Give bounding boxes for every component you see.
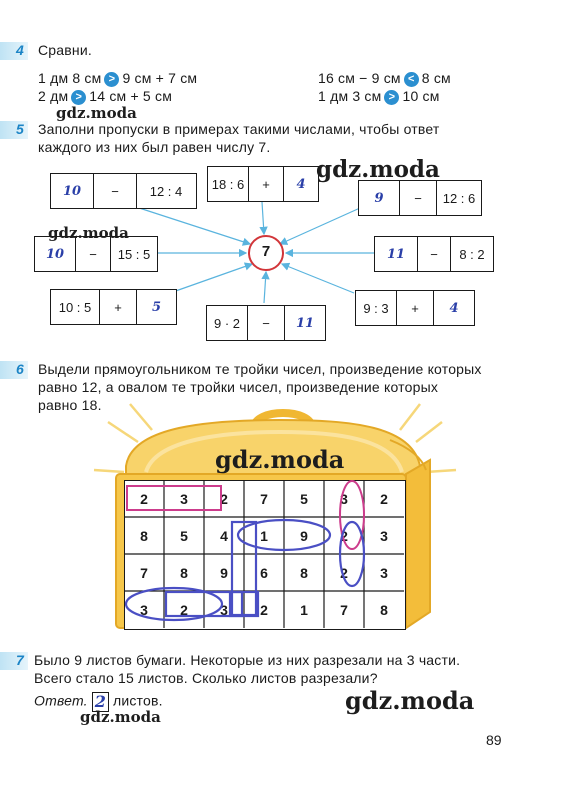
task-number: 5 [16, 121, 24, 137]
answer-unit: листов. [112, 692, 163, 709]
operator: − [418, 237, 451, 271]
compare-sign: < [404, 72, 419, 87]
grid-cell: 8 [380, 601, 388, 618]
grid-cell: 3 [140, 601, 148, 618]
grid-cell: 6 [260, 564, 268, 581]
answer-oval [340, 522, 364, 586]
grid-cell: 9 [220, 564, 228, 581]
arrow-line [280, 208, 360, 244]
grid-cell: 3 [180, 490, 188, 507]
compare-row [38, 88, 172, 105]
compare-left: 1 дм 3 см [318, 88, 382, 104]
expression: 9 : 3 [356, 291, 397, 325]
handwritten-answer: 11 [295, 315, 315, 331]
grid-cell: 4 [220, 527, 228, 544]
answer-rectangle [127, 486, 221, 510]
grid-cell: 3 [340, 490, 348, 507]
handwritten-answer: 9 [359, 181, 400, 215]
operator: − [76, 237, 111, 271]
compare-left: 2 дм [38, 88, 69, 104]
compare-right: 14 см + 5 см [89, 88, 173, 104]
expression: 12 : 6 [442, 190, 476, 206]
answer-oval [238, 520, 330, 550]
grid-cell: 8 [300, 564, 308, 581]
grid-cell: 2 [260, 601, 268, 618]
answer-marks [124, 480, 406, 630]
task-text: Было 9 листов бумаги. Некоторые из них разрезали на 3 части. [34, 652, 461, 668]
equation-box [355, 290, 475, 326]
expression: 15 : 5 [117, 246, 151, 262]
compare-left: 1 дм 8 см [38, 70, 102, 86]
compare-right: 9 см + 7 см [122, 70, 198, 86]
grid-cell: 7 [140, 564, 148, 581]
task-text: Выдели прямоугольником те тройки чисел, произведение которых [38, 361, 482, 377]
operator: + [100, 290, 137, 324]
grid-cell: 7 [340, 601, 348, 618]
operator: + [249, 167, 284, 201]
task-text: равно 12, а овалом те тройки чисел, произведение которых [38, 379, 439, 395]
watermark: gdz.moda [48, 224, 129, 242]
handwritten-answer: 10 [35, 237, 76, 271]
grid-cell: 5 [180, 527, 188, 544]
answer-rectangle [232, 522, 256, 615]
expression: 18 : 6 [208, 167, 249, 201]
grid-cell: 8 [180, 564, 188, 581]
compare-right: 8 см [421, 70, 451, 86]
task-text: Заполни пропуски в примерах такими числами, чтобы ответ [38, 121, 440, 137]
grid-cell: 2 [340, 564, 348, 581]
compare-sign: > [104, 72, 119, 87]
grid-cell: 2 [340, 527, 348, 544]
answer-oval [340, 481, 364, 549]
compare-sign: > [384, 90, 399, 105]
compare-sign: > [71, 90, 86, 105]
operator: − [94, 174, 137, 208]
grid-cell: 2 [380, 490, 388, 507]
grid-cell: 2 [220, 490, 228, 507]
task-text: равно 18. [38, 397, 102, 413]
compare-row [38, 70, 197, 87]
expression: 12 : 4 [149, 183, 183, 199]
arrow-line [170, 264, 252, 293]
answer-rectangle [230, 592, 258, 616]
task-number: 6 [16, 361, 24, 377]
equation-box [207, 166, 319, 202]
grid-cell: 1 [300, 601, 308, 618]
arrow-line [282, 264, 354, 293]
compare-row [318, 70, 451, 87]
handwritten-answer: 5 [151, 299, 162, 315]
handwritten-answer: 4 [449, 300, 459, 316]
grid-cell: 8 [140, 527, 148, 544]
handwritten-answer: 2 [92, 692, 109, 712]
page-number: 89 [486, 732, 502, 748]
grid-cell: 5 [300, 490, 308, 507]
equation-box [206, 305, 326, 341]
equation-box [358, 180, 482, 216]
task-number: 7 [16, 652, 24, 668]
grid-cell: 3 [380, 527, 388, 544]
operator: − [248, 306, 285, 340]
compare-right: 10 см [402, 88, 440, 104]
arrow-line [264, 272, 266, 303]
arrow-line [262, 202, 264, 234]
grid-cell: 3 [380, 564, 388, 581]
compare-left: 16 см − 9 см [318, 70, 401, 86]
expression: 8 : 2 [459, 246, 485, 262]
center-number: 7 [261, 243, 271, 260]
grid-cell: 2 [140, 490, 148, 507]
operator: − [400, 181, 437, 215]
expression: 9 · 2 [207, 306, 248, 340]
handwritten-answer: 4 [296, 176, 306, 192]
handwritten-answer: 11 [375, 237, 418, 271]
watermark: gdz.moda [215, 445, 345, 474]
equation-box [50, 173, 197, 209]
operator: + [397, 291, 434, 325]
equation-box [50, 289, 177, 325]
expression: 10 : 5 [51, 290, 100, 324]
handwritten-answer: 10 [51, 174, 94, 208]
equation-box [374, 236, 494, 272]
task-text: Всего стало 15 листов. Сколько листов разрезали? [34, 670, 378, 686]
watermark: gdz.moda [345, 686, 475, 715]
watermark: gdz.moda [316, 156, 440, 183]
grid-cell: 3 [220, 601, 228, 618]
task-title: Сравни. [38, 42, 92, 58]
grid-cell: 2 [180, 601, 188, 618]
task-number: 4 [16, 42, 24, 58]
grid-cell: 9 [300, 527, 308, 544]
chest-side [406, 460, 430, 628]
grid-cell: 1 [260, 527, 268, 544]
watermark: gdz.moda [80, 708, 161, 726]
answer-label: Ответ. [34, 692, 88, 709]
compare-row [318, 88, 440, 105]
task-text: каждого из них был равен числу 7. [38, 139, 271, 155]
watermark: gdz.moda [56, 104, 137, 122]
grid-cell: 7 [260, 490, 268, 507]
